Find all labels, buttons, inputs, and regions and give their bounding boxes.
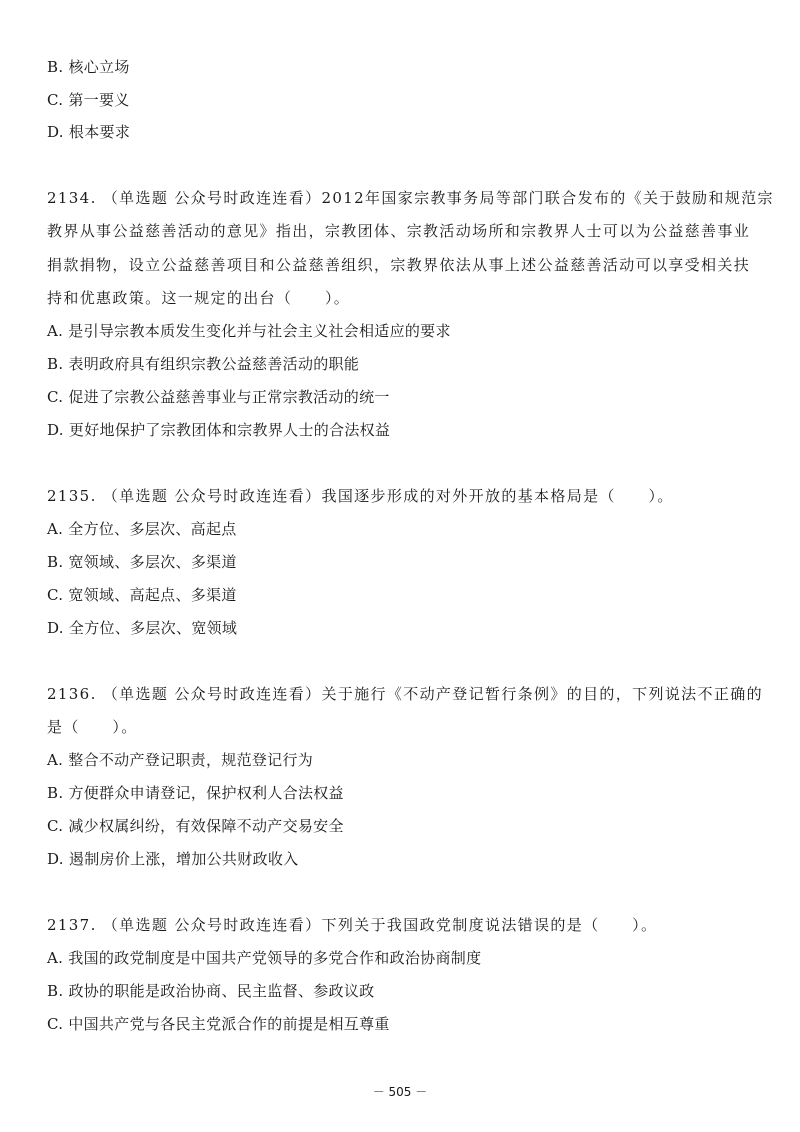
question-2137-option-a: A. 我国的政党制度是中国共产党领导的多党合作和政治协商制度 [47,949,482,967]
prev-option-b: B. 核心立场 [47,58,130,76]
question-2137-line-1: 2137. （单选题 公众号时政连连看）下列关于我国政党制度说法错误的是（ ）。 [47,916,658,934]
question-2134-line-1: 2134. （单选题 公众号时政连连看）2012年国家宗教事务局等部门联合发布的《关于鼓励和规范宗 [47,189,774,207]
question-2134-option-d: D. 更好地保护了宗教团体和宗教界人士的合法权益 [47,421,391,439]
question-2135-option-b: B. 宽领域、多层次、多渠道 [47,553,237,571]
prev-option-d: D. 根本要求 [47,123,131,141]
question-2137-option-b: B. 政协的职能是政治协商、民主监督、参政议政 [47,982,375,1000]
question-2136-option-c: C. 减少权属纠纷，有效保障不动产交易安全 [47,817,344,835]
question-2135-option-a: A. 全方位、多层次、高起点 [47,520,237,538]
question-2134-option-a: A. 是引导宗教本质发生变化并与社会主义社会相适应的要求 [47,322,451,340]
question-2134-option-b: B. 表明政府具有组织宗教公益慈善活动的职能 [47,355,360,373]
page-number: － 505 － [372,1085,428,1099]
question-2136-line-2: 是（ ）。 [47,718,138,736]
question-2135-line-1: 2135. （单选题 公众号时政连连看）我国逐步形成的对外开放的基本格局是（ ）。 [47,487,674,505]
question-2136-option-a: A. 整合不动产登记职责，规范登记行为 [47,751,314,769]
question-2135-option-d: D. 全方位、多层次、宽领域 [47,619,238,637]
question-2137-option-c: C. 中国共产党与各民主党派合作的前提是相互尊重 [47,1015,390,1033]
question-2134-line-4: 持和优惠政策。这一规定的出台（ ）。 [47,289,351,307]
question-2136-line-1: 2136. （单选题 公众号时政连连看）关于施行《不动产登记暂行条例》的目的，下列说法不正确的 [47,685,763,703]
question-2134-line-2: 教界从事公益慈善活动的意见》指出，宗教团体、宗教活动场所和宗教界人士可以为公益慈善事业 [47,222,751,240]
question-2136-option-d: D. 遏制房价上涨，增加公共财政收入 [47,850,299,868]
question-2134-option-c: C. 促进了宗教公益慈善事业与正常宗教活动的统一 [47,388,390,406]
question-2134-line-3: 捐款捐物，设立公益慈善项目和公益慈善组织，宗教界依法从事上述公益慈善活动可以享受相关扶 [47,256,751,274]
question-2135-option-c: C. 宽领域、高起点、多渠道 [47,586,237,604]
question-2136-option-b: B. 方便群众申请登记，保护权利人合法权益 [47,784,344,802]
prev-option-c: C. 第一要义 [47,91,130,109]
